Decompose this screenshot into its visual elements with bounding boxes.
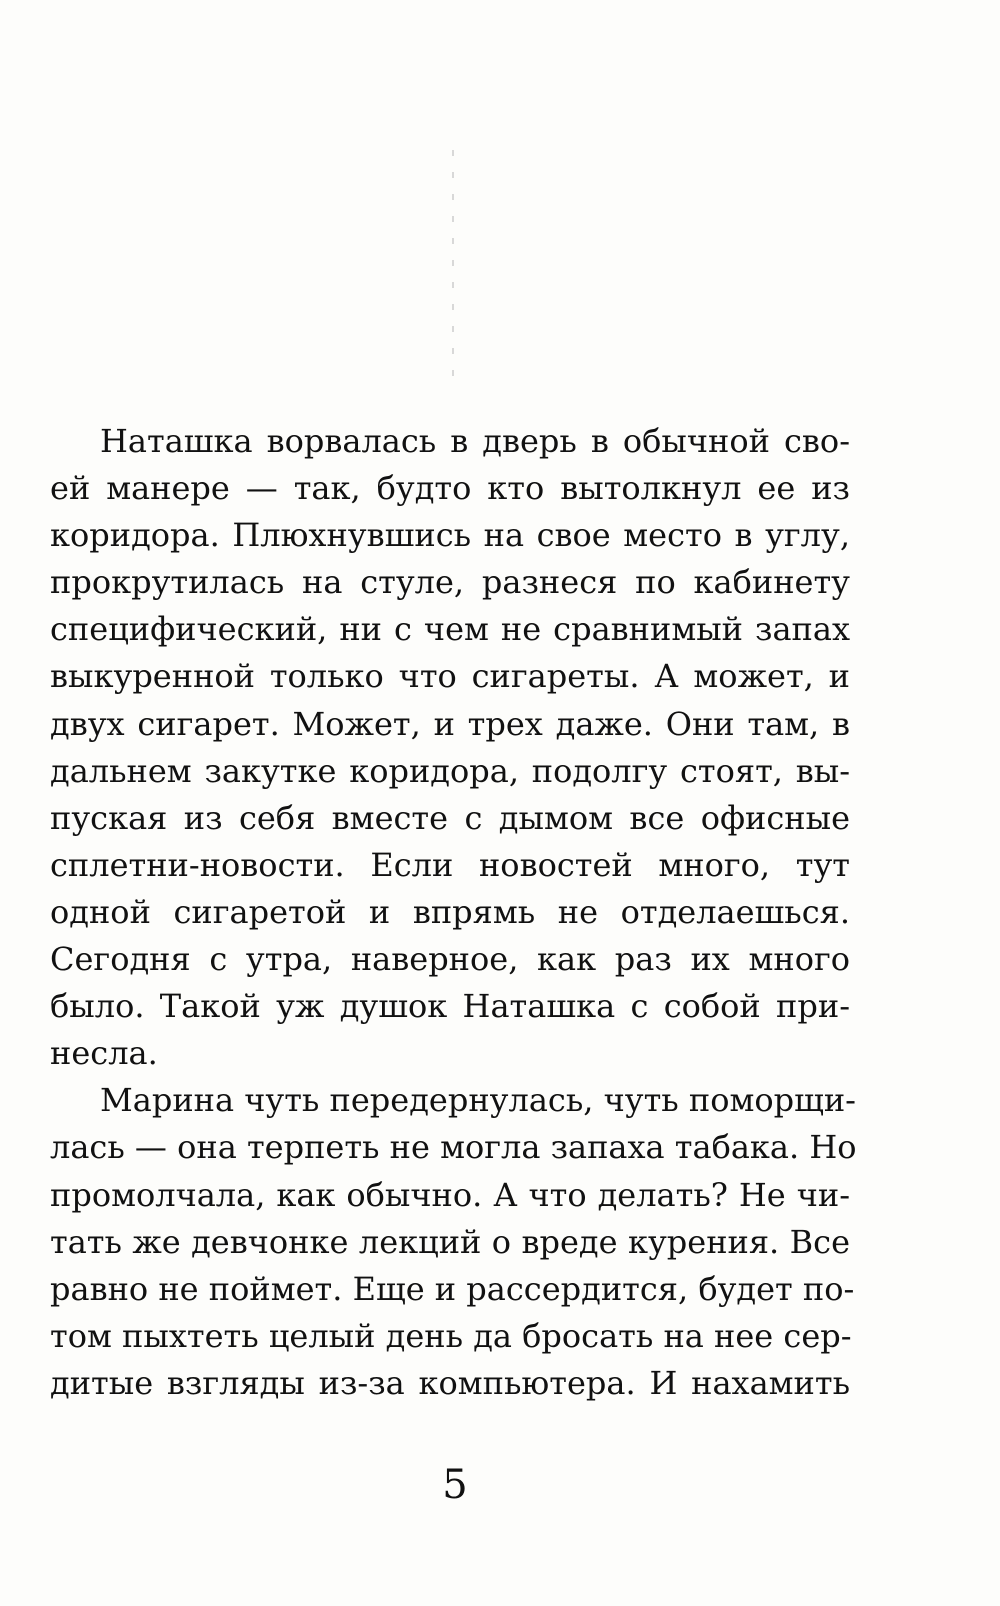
text-line: двух сигарет. Может, и трех даже. Они там, в — [50, 704, 850, 743]
text-line: одной сигаретой и впрямь не отделаешься. — [50, 892, 850, 931]
text-line: промолчала, как обычно. А что делать? Не чи- — [50, 1175, 850, 1214]
text-line: дальнем закутке коридора, подолгу стоят, вы- — [50, 751, 850, 790]
text-line: коридора. Плюхнувшись на свое место в углу, — [50, 516, 850, 555]
text-line: специфический, ни с чем не сравнимый запах — [50, 610, 850, 649]
page-crease-mark — [452, 150, 454, 390]
text-line: Наташка ворвалась в дверь в обычной сво- — [100, 422, 850, 460]
text-line: лась — она терпеть не могла запаха табака. Но — [50, 1128, 857, 1167]
text-line: равно не поймет. Еще и рассердится, будет по- — [50, 1269, 855, 1308]
text-line: тать же девчонке лекций о вреде курения. Все — [50, 1222, 850, 1261]
text-line: Сегодня с утра, наверное, как раз их много — [50, 940, 850, 979]
text-line: Марина чуть передернулась, чуть поморщи- — [100, 1081, 856, 1120]
text-line: том пыхтеть целый день да бросать на нее сер- — [50, 1316, 852, 1355]
text-line: было. Такой уж душок Наташка с собой при- — [50, 987, 850, 1026]
paragraph-2 — [50, 1077, 857, 1407]
text-line: дитые взгляды из-за компьютера. И нахамить — [50, 1363, 850, 1402]
text-line: сплетни-новости. Если новостей много, тут — [50, 845, 850, 884]
text-line: пуская из себя вместе с дымом все офисные — [50, 798, 850, 837]
text-line: прокрутилась на стуле, разнеся по кабинету — [50, 563, 850, 602]
paragraph-1 — [50, 418, 850, 1077]
text-line: выкуренной только что сигареты. А может, и — [50, 657, 850, 696]
body-text — [50, 418, 857, 1407]
page-number: 5 — [442, 1462, 468, 1508]
text-line: ей манере — так, будто кто вытолкнул ее из — [50, 469, 850, 508]
text-line: несла. — [50, 1034, 158, 1073]
